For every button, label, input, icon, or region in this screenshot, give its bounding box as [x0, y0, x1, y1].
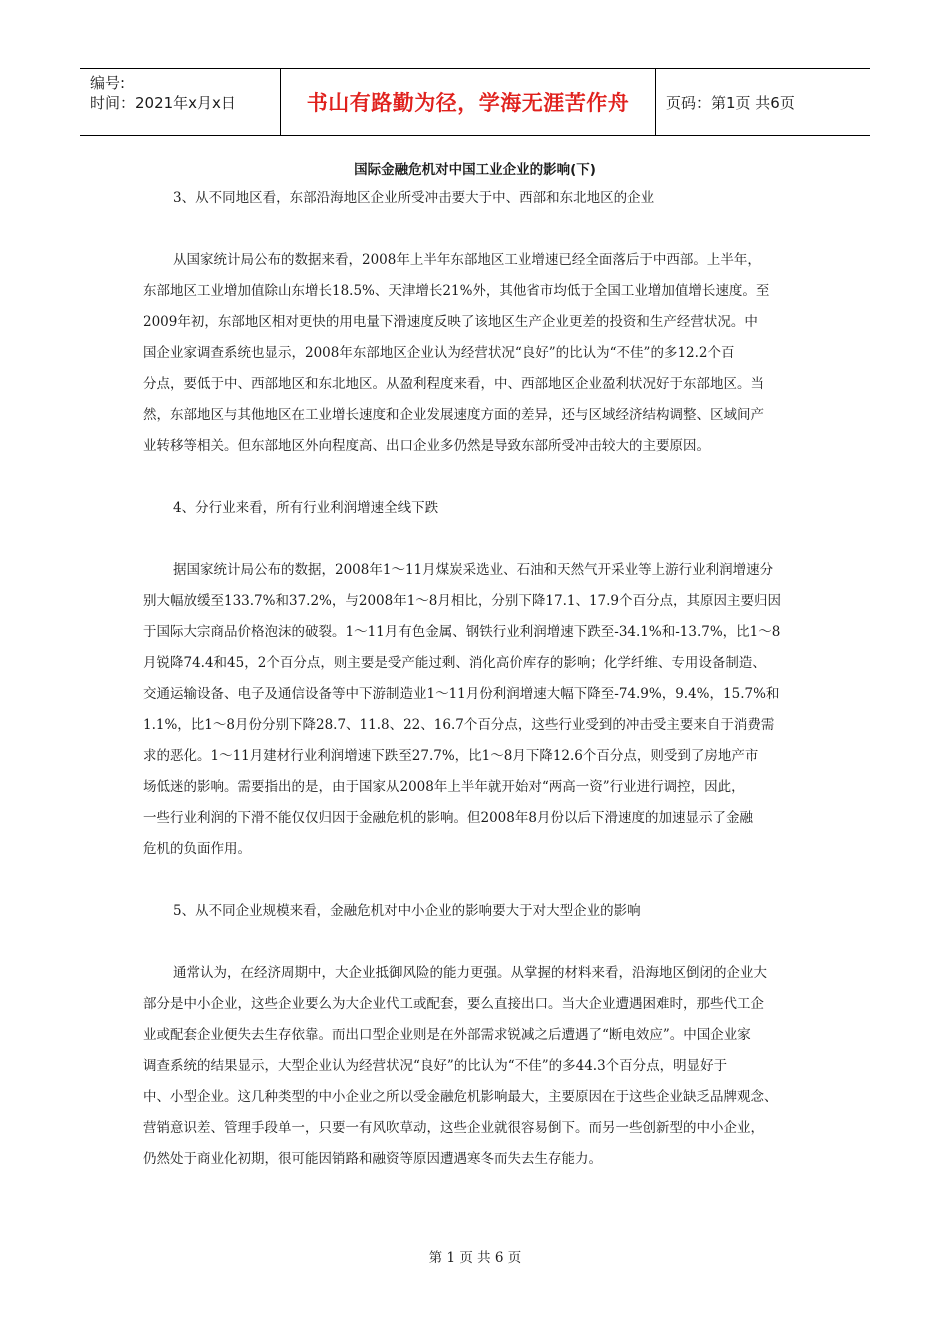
header-page-cell [656, 69, 870, 135]
document-title: 国际金融危机对中国工业企业的影响(下) [354, 162, 596, 178]
section-heading: 4、分行业来看，所有行业利润增速全线下跌 [173, 500, 439, 516]
header-left-cell [80, 69, 280, 135]
paragraph-line: 部分是中小企业，这些企业要么为大企业代工或配套，要么直接出口。当大企业遭遇困难时，那些代工企 [143, 996, 764, 1012]
paragraph-line: 交通运输设备、电子及通信设备等中下游制造业1～11月份利润增速大幅下降至-74.9%，9.4%，15.7%和 [143, 686, 780, 702]
document-date: 时间：2021年x月x日 [90, 94, 236, 112]
header-page-info: 页码：第1页 共6页 [666, 93, 795, 112]
header-motto: 书山有路勤为径，学海无涯苦作舟 [306, 91, 630, 115]
paragraph-line: 于国际大宗商品价格泡沫的破裂。1～11月有色金属、钢铁行业利润增速下跌至-34.1%和-13.7%，比1～8 [143, 624, 781, 640]
paragraph-line: 危机的负面作用。 [143, 841, 251, 857]
header-table [80, 68, 870, 136]
paragraph-line: 分点，要低于中、西部地区和东北地区。从盈利程度来看，中、西部地区企业盈利状况好于东部地区。当 [143, 376, 764, 392]
paragraph-line: 然，东部地区与其他地区在工业增长速度和企业发展速度方面的差异，还与区域经济结构调整、区域间产 [143, 407, 764, 423]
section-heading: 3、从不同地区看，东部沿海地区企业所受冲击要大于中、西部和东北地区的企业 [173, 190, 655, 206]
paragraph-line: 据国家统计局公布的数据，2008年1～11月煤炭采选业、石油和天然气开采业等上游行业利润增速分 [173, 562, 774, 578]
paragraph-line: 国企业家调查系统也显示，2008年东部地区企业认为经营状况“良好”的比认为“不佳”的多12.2个百 [143, 345, 735, 361]
paragraph-line: 业转移等相关。但东部地区外向程度高、出口企业多仍然是导致东部所受冲击较大的主要原因。 [143, 438, 710, 454]
paragraph-line: 2009年初，东部地区相对更快的用电量下滑速度反映了该地区生产企业更差的投资和生产经营状况。中 [143, 314, 758, 330]
paragraph-line: 业或配套企业便失去生存依靠。而出口型企业则是在外部需求锐减之后遭遇了“断电效应”。中国企业家 [143, 1027, 751, 1043]
document-number-label: 编号: [90, 74, 126, 92]
paragraph-line: 1.1%，比1～8月份分别下降28.7、11.8、22、16.7个百分点，这些行业受到的冲击受主要来自于消费需 [143, 717, 775, 733]
paragraph-line: 月锐降74.4和45，2个百分点，则主要是受产能过剩、消化高价库存的影响；化学纤维、专用设备制造、 [143, 655, 766, 671]
paragraph-line: 从国家统计局公布的数据来看，2008年上半年东部地区工业增速已经全面落后于中西部。上半年， [173, 252, 761, 268]
paragraph-line: 别大幅放缓至133.7%和37.2%，与2008年1～8月相比，分别下降17.1、17.9个百分点，其原因主要归因 [143, 593, 782, 609]
paragraph-line: 东部地区工业增加值除山东增长18.5%、天津增长21%外，其他省市均低于全国工业增加值增长速度。至 [143, 283, 770, 299]
paragraph-line: 仍然处于商业化初期，很可能因销路和融资等原因遭遇寒冬而失去生存能力。 [143, 1151, 602, 1167]
paragraph-line: 求的恶化。1～11月建材行业利润增速下跌至27.7%，比1～8月下降12.6个百分点，则受到了房地产市 [143, 748, 759, 764]
paragraph-line: 一些行业利润的下滑不能仅仅归因于金融危机的影响。但2008年8月份以后下滑速度的加速显示了金融 [143, 810, 753, 826]
paragraph-line: 调查系统的结果显示，大型企业认为经营状况“良好”的比认为“不佳”的多44.3个百分点，明显好于 [143, 1058, 728, 1074]
paragraph-line: 营销意识差、管理手段单一，只要一有风吹草动，这些企业就很容易倒下。而另一些创新型的中小企业， [143, 1120, 764, 1136]
section-heading: 5、从不同企业规模来看，金融危机对中小企业的影响要大于对大型企业的影响 [173, 903, 641, 919]
paragraph-line: 中、小型企业。这几种类型的中小企业之所以受金融危机影响最大，主要原因在于这些企业缺乏品牌观念、 [143, 1089, 778, 1105]
header-motto-cell [280, 69, 656, 135]
document-body [143, 183, 833, 1175]
page-footer: 第 1 页 共 6 页 [428, 1250, 522, 1266]
paragraph-line: 场低迷的影响。需要指出的是，由于国家从2008年上半年就开始对“两高一资”行业进行调控，因此， [143, 779, 745, 795]
paragraph-line: 通常认为，在经济周期中，大企业抵御风险的能力更强。从掌握的材料来看，沿海地区倒闭的企业大 [173, 965, 767, 981]
